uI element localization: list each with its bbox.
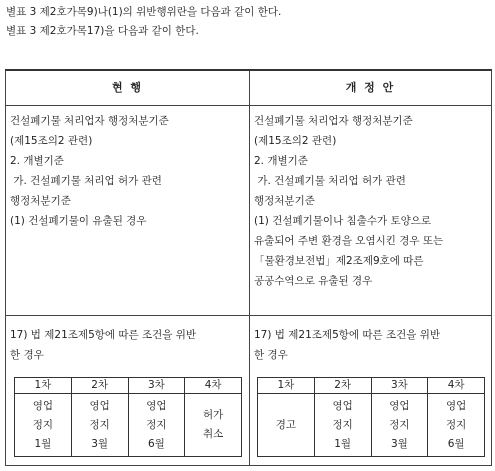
row2-revised-line: 17) 법 제21조제5항에 따른 조건을 위반 bbox=[254, 329, 441, 341]
row1-revised-line: 「물환경보전법」제2조제9호에 따른 bbox=[254, 255, 424, 267]
header-revised: 개 정 안 bbox=[345, 81, 396, 94]
penalty-cell: 영업 정지 6월 bbox=[128, 394, 185, 457]
penalty-cell: 영업 정지 1월 bbox=[314, 394, 371, 457]
penalty-header: 3차 bbox=[128, 378, 185, 394]
row-divider bbox=[6, 315, 491, 316]
row1-current-line: 행정처분기준 bbox=[10, 195, 71, 207]
column-divider bbox=[249, 71, 250, 465]
header-current: 현 행 bbox=[111, 81, 144, 94]
row1-current-line: (1) 건설폐기물이 유출된 경우 bbox=[10, 215, 147, 227]
penalty-header: 2차 bbox=[71, 378, 128, 394]
penalty-cell: 경고 bbox=[258, 394, 315, 457]
row1-revised-line: (제15조의2 관련) bbox=[254, 135, 337, 147]
row2-current-cell bbox=[10, 325, 196, 365]
row1-current-cell bbox=[10, 111, 169, 231]
penalty-header: 1차 bbox=[258, 378, 315, 394]
row1-current-line: 건설폐기물 처리업자 행정처분기준 bbox=[10, 115, 169, 127]
row1-revised-cell bbox=[254, 111, 443, 291]
comparison-table bbox=[5, 69, 492, 466]
row1-revised-line: 가. 건설폐기물 처리업 허가 관련 bbox=[254, 175, 406, 187]
revised-penalty-table bbox=[257, 377, 485, 457]
current-penalty-table bbox=[14, 377, 242, 457]
penalty-header: 4차 bbox=[185, 378, 242, 394]
intro-line-1: 별표 3 제2호가목9)나(1)의 위반행위란을 다음과 같이 한다. bbox=[6, 6, 282, 18]
penalty-cell: 영업 정지 6월 bbox=[428, 394, 485, 457]
penalty-cell: 영업 정지 1월 bbox=[15, 394, 72, 457]
penalty-header: 2차 bbox=[314, 378, 371, 394]
row2-current-line: 한 경우 bbox=[10, 349, 44, 361]
row1-revised-line: (1) 건설폐기물이나 침출수가 토양으로 bbox=[254, 215, 432, 227]
row1-revised-line: 공공수역으로 유출된 경우 bbox=[254, 275, 373, 287]
row1-current-line: (제15조의2 관련) bbox=[10, 135, 93, 147]
row1-revised-line: 행정처분기준 bbox=[254, 195, 315, 207]
row1-revised-line: 건설폐기물 처리업자 행정처분기준 bbox=[254, 115, 413, 127]
row2-current-line: 17) 법 제21조제5항에 따른 조건을 위반 bbox=[10, 329, 197, 341]
row2-revised-line: 한 경우 bbox=[254, 349, 288, 361]
penalty-header: 1차 bbox=[15, 378, 72, 394]
row1-revised-line: 2. 개별기준 bbox=[254, 155, 308, 167]
penalty-header: 4차 bbox=[428, 378, 485, 394]
penalty-cell: 영업 정지 3월 bbox=[71, 394, 128, 457]
penalty-cell: 허가 취소 bbox=[185, 394, 242, 457]
row1-current-line: 2. 개별기준 bbox=[10, 155, 64, 167]
row1-revised-line: 유출되어 주변 환경을 오염시킨 경우 또는 bbox=[254, 235, 444, 247]
row2-revised-cell bbox=[254, 325, 440, 365]
penalty-cell: 영업 정지 3월 bbox=[371, 394, 428, 457]
row1-current-line: 가. 건설폐기물 처리업 허가 관련 bbox=[10, 175, 162, 187]
intro-line-2: 별표 3 제2호가목17)을 다음과 같이 한다. bbox=[6, 25, 199, 37]
penalty-header: 3차 bbox=[371, 378, 428, 394]
